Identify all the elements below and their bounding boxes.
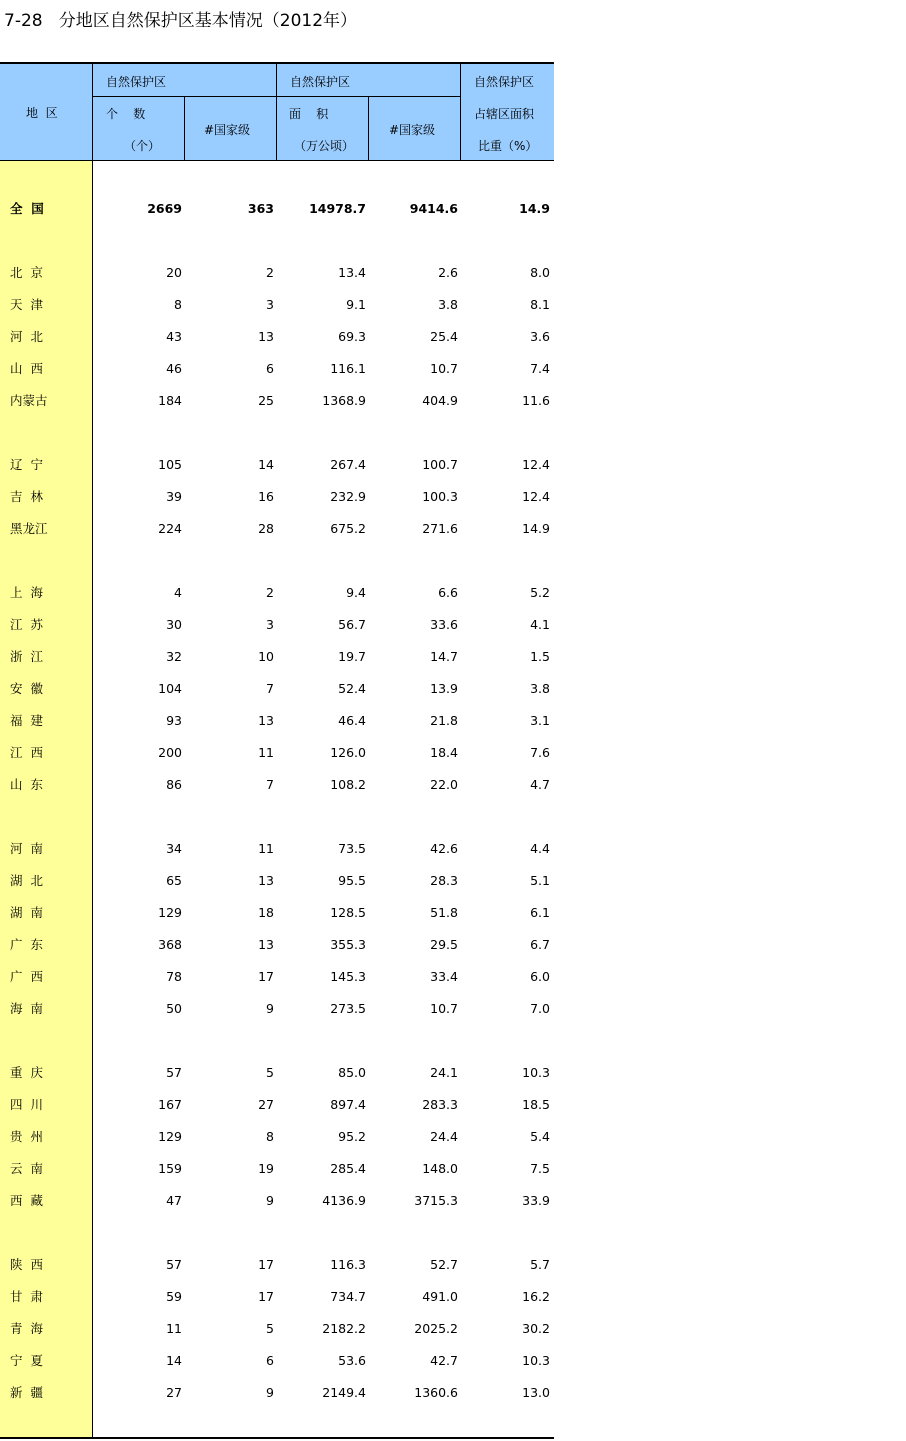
reserve-area: 95.5 [338,873,366,888]
reserve-count: 20 [166,265,182,280]
region-name: 河 北 [10,329,43,344]
reserve-count: 104 [158,681,182,696]
region-name: 广 东 [10,937,43,952]
reserve-area: 9.1 [346,297,366,312]
region-name: 新 疆 [10,1385,43,1400]
reserve-count: 184 [158,393,182,408]
header-nr-share-group: 自然保护区 [474,75,535,89]
table-row [0,871,554,891]
region-name: 甘 肃 [10,1289,43,1304]
area-share: 3.8 [530,681,550,696]
table-row [0,839,554,859]
header-area-label: 面 积 [289,107,329,121]
area-share: 4.4 [530,841,550,856]
table-row [0,1095,554,1115]
national-count: 10 [258,649,274,664]
national-area: 271.6 [422,521,458,536]
national-count: 9 [266,1001,274,1016]
table-row [0,1191,554,1211]
reserve-count: 32 [166,649,182,664]
table-row [0,1159,554,1179]
reserve-count: 27 [166,1385,182,1400]
reserve-count: 57 [166,1065,182,1080]
area-share: 8.0 [530,265,550,280]
region-name: 陕 西 [10,1257,43,1272]
area-share: 7.0 [530,1001,550,1016]
reserve-count: 86 [166,777,182,792]
national-area: 10.7 [430,361,458,376]
header-region: 地 区 [26,106,58,120]
table-row [0,1287,554,1307]
reserve-count: 65 [166,873,182,888]
national-count: 2 [266,585,274,600]
region-name: 江 苏 [10,617,43,632]
reserve-area: 56.7 [338,617,366,632]
header-divider [92,96,276,97]
reserve-area: 2149.4 [322,1385,366,1400]
header-national-count: #国家级 [204,123,251,137]
header-share-unit: 比重（%） [478,139,538,153]
national-area: 21.8 [430,713,458,728]
reserve-count: 43 [166,329,182,344]
table-row [0,775,554,795]
reserve-area: 128.5 [330,905,366,920]
reserve-count: 8 [174,297,182,312]
table-row [0,967,554,987]
national-area: 18.4 [430,745,458,760]
national-area: 13.9 [430,681,458,696]
area-share: 6.7 [530,937,550,952]
area-share: 7.4 [530,361,550,376]
reserve-area: 126.0 [330,745,366,760]
national-count: 363 [247,201,274,216]
region-name: 福 建 [10,713,43,728]
area-share: 5.2 [530,585,550,600]
national-count: 9 [266,1193,274,1208]
national-area: 25.4 [430,329,458,344]
area-share: 13.0 [522,1385,550,1400]
area-share: 4.7 [530,777,550,792]
area-share: 18.5 [522,1097,550,1112]
reserve-area: 52.4 [338,681,366,696]
reserve-count: 11 [166,1321,182,1336]
national-count: 17 [258,969,274,984]
region-name: 吉 林 [10,489,43,504]
region-name: 山 东 [10,777,43,792]
region-name: 贵 州 [10,1129,43,1144]
national-area: 2025.2 [414,1321,458,1336]
national-count: 13 [258,937,274,952]
national-count: 6 [266,1353,274,1368]
area-share: 1.5 [530,649,550,664]
national-area: 491.0 [422,1289,458,1304]
table-row [0,359,554,379]
national-area: 24.1 [430,1065,458,1080]
area-share: 33.9 [522,1193,550,1208]
table-row [0,679,554,699]
header-national-area: #国家级 [389,123,436,137]
reserve-area: 2182.2 [322,1321,366,1336]
reserve-count: 39 [166,489,182,504]
area-share: 14.9 [519,201,550,216]
national-count: 17 [258,1289,274,1304]
table-row [0,583,554,603]
region-name: 四 川 [10,1097,43,1112]
region-name: 青 海 [10,1321,43,1336]
reserve-area: 1368.9 [322,393,366,408]
table-row [0,263,554,283]
national-count: 13 [258,873,274,888]
national-area: 42.7 [430,1353,458,1368]
area-share: 7.5 [530,1161,550,1176]
national-area: 2.6 [438,265,458,280]
national-area: 6.6 [438,585,458,600]
region-name: 全 国 [10,201,44,216]
area-share: 8.1 [530,297,550,312]
page-title: 7-28 分地区自然保护区基本情况（2012年） [4,11,358,31]
national-area: 3715.3 [414,1193,458,1208]
national-count: 6 [266,361,274,376]
area-share: 10.3 [522,1065,550,1080]
national-count: 25 [258,393,274,408]
reserve-count: 129 [158,1129,182,1144]
table-row [0,1383,554,1403]
table-row [0,647,554,667]
national-count: 2 [266,265,274,280]
national-count: 14 [258,457,274,472]
national-area: 14.7 [430,649,458,664]
reserve-area: 145.3 [330,969,366,984]
area-share: 3.6 [530,329,550,344]
national-area: 1360.6 [414,1385,458,1400]
region-name: 湖 北 [10,873,43,888]
header-share-label: 占辖区面积 [474,107,535,121]
region-name: 辽 宁 [10,457,43,472]
reserve-area: 267.4 [330,457,366,472]
reserve-area: 116.1 [330,361,366,376]
national-count: 3 [266,297,274,312]
reserve-area: 4136.9 [322,1193,366,1208]
table-row [0,1063,554,1083]
reserve-count: 224 [158,521,182,536]
national-count: 13 [258,713,274,728]
region-name: 内蒙古 [10,393,48,408]
header-divider [276,64,277,160]
table-row [0,455,554,475]
national-count: 11 [258,841,274,856]
table-row [0,711,554,731]
table-row [0,999,554,1019]
region-name: 山 西 [10,361,43,376]
reserve-count: 78 [166,969,182,984]
national-area: 10.7 [430,1001,458,1016]
national-count: 18 [258,905,274,920]
area-share: 4.1 [530,617,550,632]
region-name: 天 津 [10,297,43,312]
table-row [0,1319,554,1339]
area-share: 5.1 [530,873,550,888]
reserve-area: 14978.7 [309,201,366,216]
table-row [0,327,554,347]
region-name: 北 京 [10,265,43,280]
national-count: 3 [266,617,274,632]
reserve-area: 46.4 [338,713,366,728]
area-share: 12.4 [522,489,550,504]
header-divider [276,96,460,97]
national-area: 24.4 [430,1129,458,1144]
reserve-count: 59 [166,1289,182,1304]
area-share: 6.0 [530,969,550,984]
table-row [0,487,554,507]
national-area: 148.0 [422,1161,458,1176]
reserve-count: 47 [166,1193,182,1208]
reserve-area: 85.0 [338,1065,366,1080]
national-count: 5 [266,1321,274,1336]
reserve-count: 368 [158,937,182,952]
area-share: 11.6 [522,393,550,408]
area-share: 30.2 [522,1321,550,1336]
reserve-area: 116.3 [330,1257,366,1272]
reserve-count: 14 [166,1353,182,1368]
reserve-area: 232.9 [330,489,366,504]
reserve-count: 159 [158,1161,182,1176]
national-area: 28.3 [430,873,458,888]
reserve-count: 93 [166,713,182,728]
national-area: 33.4 [430,969,458,984]
region-name: 宁 夏 [10,1353,43,1368]
national-area: 51.8 [430,905,458,920]
area-share: 14.9 [522,521,550,536]
national-count: 11 [258,745,274,760]
reserve-area: 108.2 [330,777,366,792]
area-share: 10.3 [522,1353,550,1368]
table-row [0,903,554,923]
table-row-total [0,199,554,219]
region-name: 海 南 [10,1001,43,1016]
reserve-count: 50 [166,1001,182,1016]
national-area: 42.6 [430,841,458,856]
reserve-area: 734.7 [330,1289,366,1304]
region-name: 湖 南 [10,905,43,920]
national-area: 100.3 [422,489,458,504]
reserve-area: 897.4 [330,1097,366,1112]
region-name: 西 藏 [10,1193,43,1208]
reserve-area: 53.6 [338,1353,366,1368]
table-row [0,935,554,955]
header-divider [92,64,93,160]
national-count: 5 [266,1065,274,1080]
national-area: 22.0 [430,777,458,792]
area-share: 5.7 [530,1257,550,1272]
region-name: 云 南 [10,1161,43,1176]
region-name: 广 西 [10,969,43,984]
reserve-area: 69.3 [338,329,366,344]
region-name: 江 西 [10,745,43,760]
reserve-area: 273.5 [330,1001,366,1016]
national-count: 7 [266,777,274,792]
reserve-area: 95.2 [338,1129,366,1144]
reserve-area: 355.3 [330,937,366,952]
reserve-count: 4 [174,585,182,600]
table-row [0,1351,554,1371]
national-area: 33.6 [430,617,458,632]
table-row [0,743,554,763]
region-name: 浙 江 [10,649,43,664]
header-area-unit: （万公顷） [294,139,355,153]
reserve-count: 34 [166,841,182,856]
national-count: 16 [258,489,274,504]
national-count: 8 [266,1129,274,1144]
header-divider [460,64,461,160]
table-row [0,295,554,315]
reserve-count: 167 [158,1097,182,1112]
area-share: 12.4 [522,457,550,472]
header-count-label: 个 数 [106,107,146,121]
reserve-area: 13.4 [338,265,366,280]
reserve-area: 19.7 [338,649,366,664]
table-row [0,1255,554,1275]
area-share: 16.2 [522,1289,550,1304]
reserve-area: 285.4 [330,1161,366,1176]
region-column-rule [92,161,93,1437]
national-count: 9 [266,1385,274,1400]
national-area: 3.8 [438,297,458,312]
table-row [0,615,554,635]
national-area: 29.5 [430,937,458,952]
reserve-count: 30 [166,617,182,632]
reserve-count: 200 [158,745,182,760]
table-row [0,391,554,411]
area-share: 3.1 [530,713,550,728]
header-divider [368,96,369,160]
area-share: 6.1 [530,905,550,920]
table-bottom-rule [0,1437,554,1439]
reserve-count: 57 [166,1257,182,1272]
header-nr-area-group: 自然保护区 [290,75,351,89]
header-divider [184,96,185,160]
region-name: 黑龙江 [10,521,48,536]
national-area: 52.7 [430,1257,458,1272]
national-count: 27 [258,1097,274,1112]
national-area: 283.3 [422,1097,458,1112]
header-nr-count-group: 自然保护区 [106,75,167,89]
region-name: 安 徽 [10,681,43,696]
reserve-area: 675.2 [330,521,366,536]
reserve-count: 46 [166,361,182,376]
national-area: 100.7 [422,457,458,472]
national-count: 7 [266,681,274,696]
reserve-count: 129 [158,905,182,920]
national-area: 9414.6 [409,201,458,216]
table-header [0,64,554,160]
header-count-unit: （个） [124,139,161,153]
reserve-count: 105 [158,457,182,472]
national-area: 404.9 [422,393,458,408]
national-count: 19 [258,1161,274,1176]
region-column-background [0,161,92,1437]
region-name: 上 海 [10,585,43,600]
reserve-count: 2669 [147,201,182,216]
reserve-area: 73.5 [338,841,366,856]
national-count: 17 [258,1257,274,1272]
table-row [0,519,554,539]
region-name: 河 南 [10,841,43,856]
table-row [0,1127,554,1147]
reserve-area: 9.4 [346,585,366,600]
area-share: 5.4 [530,1129,550,1144]
national-count: 28 [258,521,274,536]
nature-reserve-table [0,62,554,1440]
area-share: 7.6 [530,745,550,760]
national-count: 13 [258,329,274,344]
region-name: 重 庆 [10,1065,43,1080]
